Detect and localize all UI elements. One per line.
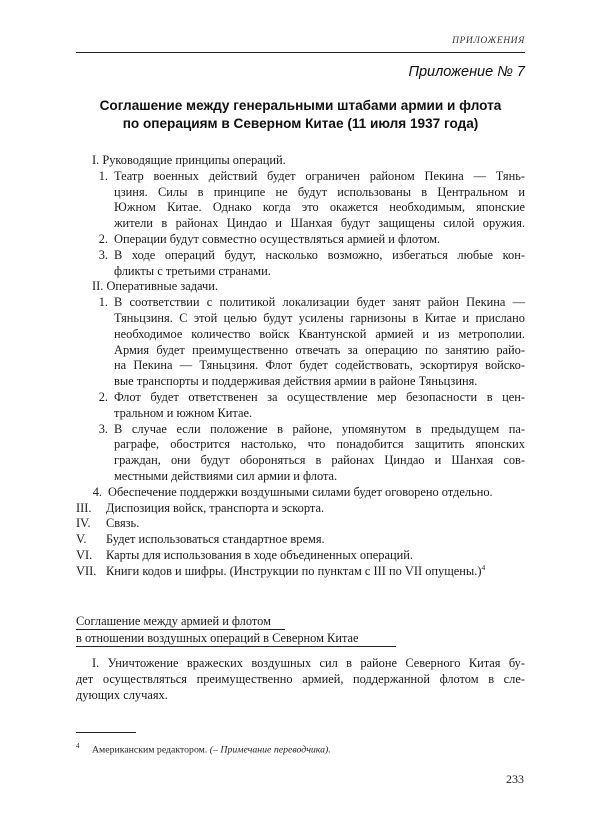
text-line: цзиня. Силы в принципе не будут использованы в Центральном и <box>114 184 525 199</box>
roman-item <box>76 532 525 548</box>
item-number: 1. <box>98 295 108 310</box>
paragraph <box>76 656 525 703</box>
text-line: Армия будет преимущественно отвечать за операцию по занятию райо- <box>114 342 525 357</box>
text-line: фликты с третьими странами. <box>114 263 271 278</box>
text-line: вые транспорты и поддерживая действия армии в районе Тяньцзиня. <box>114 374 478 389</box>
item-number: 3. <box>98 421 108 436</box>
text-line: Театр военных действий будет ограничен районом Пекина — Тянь- <box>114 168 525 183</box>
text-line: Будет использоваться стандартное время. <box>106 532 325 547</box>
document-title <box>76 97 525 133</box>
list-item <box>76 232 525 248</box>
page-number: 233 <box>506 772 524 786</box>
roman-item <box>76 516 525 532</box>
item-number: VII. <box>76 563 97 578</box>
text-line: местными действиями сил армии и флота. <box>114 468 338 483</box>
item-number: 1. <box>98 168 108 183</box>
footnote <box>76 742 525 755</box>
text-line: I. Уничтожение вражеских воздушных сил в районе Северного Китая бу- <box>92 656 525 670</box>
text-line <box>106 564 485 580</box>
footnote-marker: 4 <box>76 742 80 750</box>
text-line: Тяньцзиня. С этой целью будут усилены гарнизоны в Китае и прислано <box>114 310 525 325</box>
text-line: Флот будет ответственен за осуществление мер безопасности в цен- <box>114 389 525 404</box>
section-heading-line-1: Соглашение между армией и флотом <box>76 613 285 630</box>
list-item <box>76 390 525 422</box>
item-number: VI. <box>76 547 93 562</box>
item-number: IV. <box>76 516 91 531</box>
text-line: Связь. <box>106 516 140 531</box>
header-rule <box>76 52 525 53</box>
item-number: V. <box>76 532 87 547</box>
appendix-label: Приложение № 7 <box>408 64 525 80</box>
text-line: дующих случаях. <box>76 687 168 702</box>
footnote-rule <box>76 732 136 733</box>
text-line: Южном Китае. Однако когда это окажется необходимым, японские <box>114 200 525 215</box>
text-line: Диспозиция войск, транспорта и эскорта. <box>106 500 325 515</box>
item-number: 2. <box>98 231 108 246</box>
section-heading <box>76 613 525 647</box>
roman-item <box>76 564 525 580</box>
footnote-note: (– Примечание переводчика). <box>209 744 331 756</box>
list-item <box>76 295 525 390</box>
footnote-text: Американским редактором. <box>91 744 208 756</box>
text-line: В соответствии с политикой локализации будет занят район Пекина — <box>114 295 525 310</box>
text-line: раграфе, обострится настолько, что понадобится защитить японских <box>114 437 525 452</box>
section-1-heading: I. Руководящие принципы операций. <box>92 153 286 167</box>
item-number: 2. <box>98 389 108 404</box>
text-line: В случае если положение в районе, упомянутом в предыдущем па- <box>114 421 525 436</box>
text-line: Операции будут совместно осуществляться армией и флотом. <box>114 231 441 246</box>
item-number: 3. <box>98 247 108 262</box>
running-head: ПРИЛОЖЕНИЯ <box>452 36 525 46</box>
text-line: жители в районах Циндао и Шанхая будут защищены силой оружия. <box>114 216 525 231</box>
title-line-2: по операциям в Северном Китае (11 июля 1937 года) <box>122 116 479 131</box>
text-line: граждан, они будут обороняться в районах Циндао и Шанхая сов- <box>114 453 525 468</box>
list-item <box>76 169 525 232</box>
document-body <box>76 153 525 580</box>
roman-item-text: Книги кодов и шифры. (Инструкции по пунктам с III по VII опущены.) <box>106 563 482 578</box>
item-number: III. <box>76 500 92 515</box>
text-line: на Пекина — Тяньцзиня. Флот будет содействовать, эскортируя войско- <box>114 358 525 373</box>
section-2-heading: II. Оперативные задачи. <box>92 279 219 294</box>
title-line-1: Соглашение между генеральными штабами армии и флота <box>99 98 502 113</box>
text-line: Карты для использования в ходе объединенных операций. <box>106 547 413 562</box>
text-line: тральном и южном Китае. <box>114 405 253 420</box>
footnote-ref[interactable]: 4 <box>481 562 486 572</box>
roman-item <box>76 501 525 517</box>
text-line: необходимое количество войск Квантунской армией и из метрополии. <box>114 326 525 341</box>
list-item <box>76 485 525 501</box>
list-item <box>76 248 525 280</box>
text-line: В ходе операций будут, насколько возможно, избегаться любые кон- <box>114 247 525 262</box>
text-line: Обеспечение поддержки воздушными силами будет оговорено отдельно. <box>108 484 493 499</box>
section-heading-line-2: в отношении воздушных операций в Северном Китае <box>76 630 396 647</box>
list-item <box>76 422 525 485</box>
roman-item <box>76 548 525 564</box>
text-line: дет осуществляться преимущественно армией, поддержанной флотом в сле- <box>76 671 525 686</box>
item-number: 4. <box>92 484 102 499</box>
